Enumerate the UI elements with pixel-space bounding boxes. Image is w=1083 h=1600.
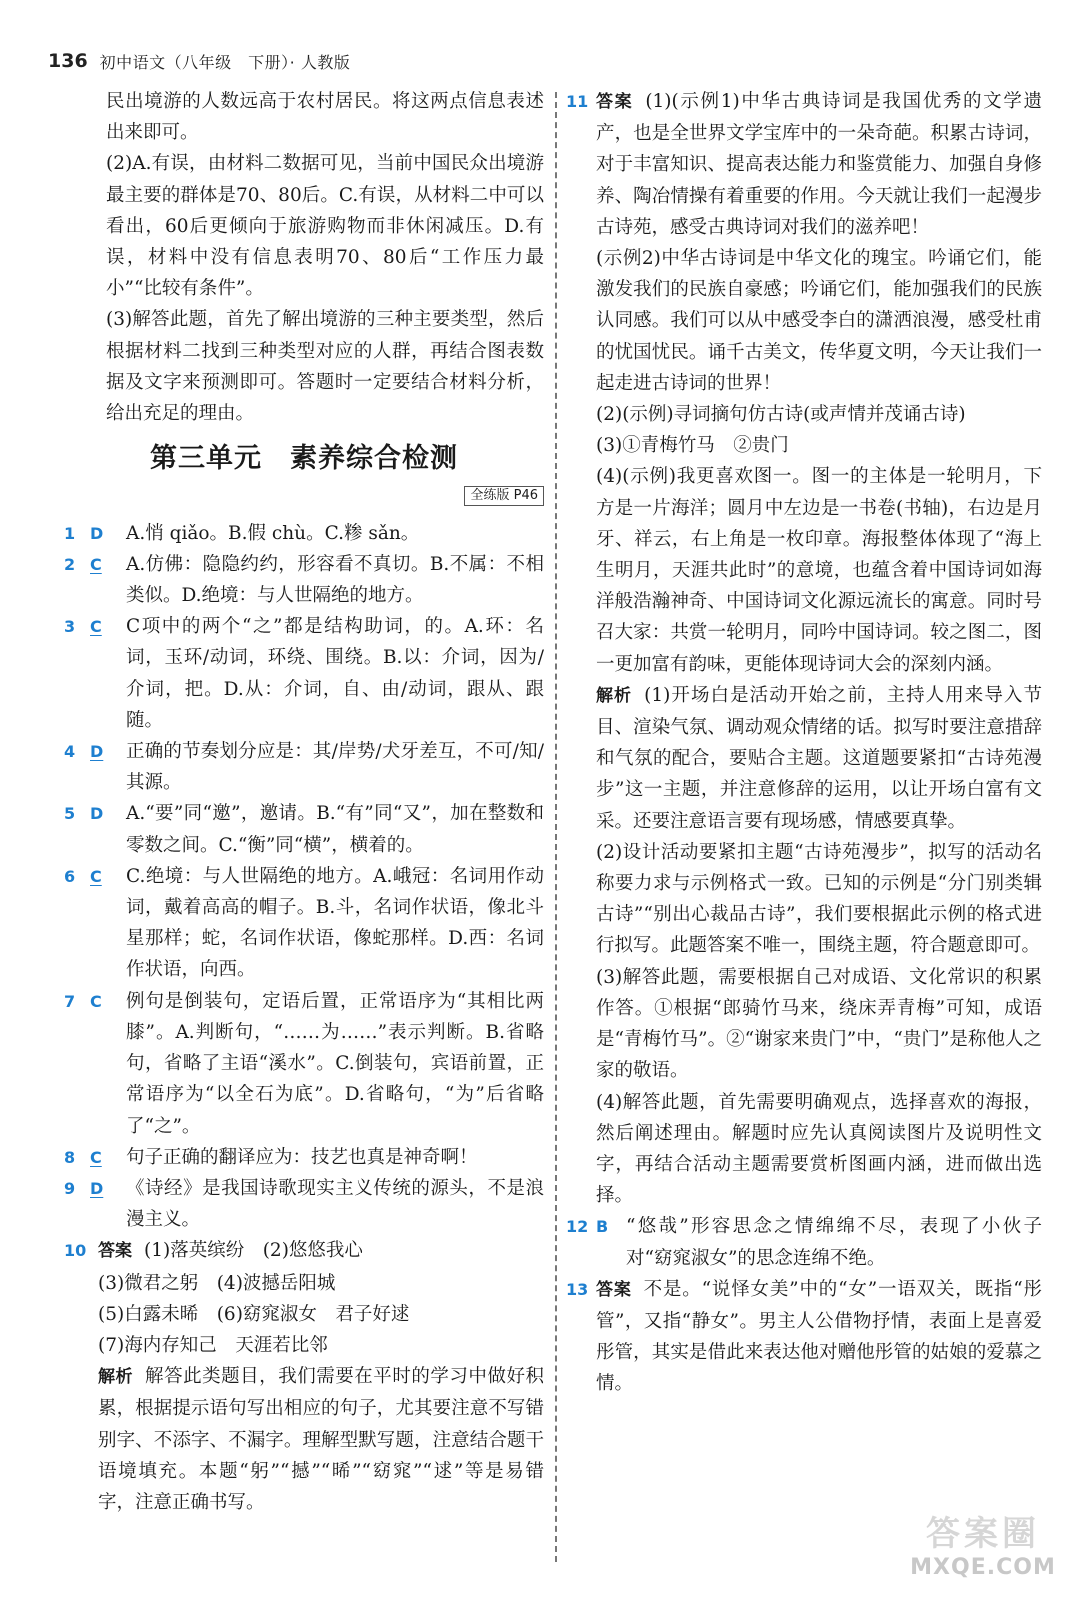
question-number: 9 (64, 1178, 76, 1198)
answer-text: 正确的节奏划分应是：其/岸势/犬牙差互，不可/知/其源。 (126, 741, 544, 794)
page-number: 136 (48, 50, 88, 72)
answer-letter: C (90, 617, 102, 637)
analysis-paragraph: (1)开场白是活动开始之前，主持人用来导入节目、渲染气氛、调动观众情绪的话。拟写时要注意措辞和气氛的配合，要贴合主题。这道题要紧扣“古诗苑漫步”这一主题，并注意修辞的运用，以让开场白富有文采。还要注意语言要有现场感，情感要真挚。 (596, 684, 1042, 832)
answer-item-12 (566, 1211, 1042, 1273)
answer-letter: B (596, 1217, 609, 1237)
watermark-top: 答案圈 (926, 1514, 1040, 1554)
question-number: 11 (566, 92, 589, 111)
answer-line: (5)白露未晞 (6)窈窕淑女 君子好逑 (98, 1303, 410, 1325)
cont-line: 民出境游的人数远高于农村居民。将这两点信息表述出来即可。 (106, 91, 544, 144)
answer-item-13 (566, 1274, 1042, 1400)
answer-letter: C (90, 866, 102, 886)
reference-badge: 全练版 P46 (464, 486, 544, 506)
answer-tag: 答案 (98, 1241, 132, 1262)
answer-line: (3)微君之躬 (4)波撼岳阳城 (98, 1272, 336, 1294)
book-title: 初中语文（八年级 下册）· 人教版 (99, 52, 351, 72)
analysis-tag: 解析 (98, 1367, 134, 1388)
answer-text: A.“要”同“邀”，邀请。B.“有”同“又”，加在整数和零数之间。C.“衡”同“横”，横着的。 (126, 803, 544, 856)
cont-line: (2)A.有误，由材料二数据可见，当前中国民众出境游最主要的群体是70、80后。C.有误，从材料二中可以看出，60后更倾向于旅游购物而非休闲减压。D.有误，材料中没有信息表明70、80后“工作压力最小”“比较有条件”。 (106, 153, 544, 300)
answer-item-11 (566, 86, 1042, 1211)
answer-letter: D (90, 742, 104, 762)
column-divider (555, 92, 557, 1562)
watermark-bottom: MXQE.COM (910, 1555, 1056, 1580)
answer-letter: C (90, 991, 102, 1011)
answer-item (64, 611, 544, 736)
answer-paragraph: (2)(示例)寻词摘句仿古诗(或声情并茂诵古诗) (596, 404, 966, 426)
answer-item (64, 798, 544, 860)
answer-paragraph: (1)(示例1)中华古典诗词是我国优秀的文学遗产，也是全世界文学宝库中的一朵奇葩。积累古诗词，对于丰富知识、提高表达能力和鉴赏能力、加强自身修养、陶冶情操有着重要的作用。今天就让我们一起漫步古诗苑，感受古典诗词对我们的滋养吧！ (596, 91, 1042, 238)
question-number: 13 (566, 1279, 589, 1299)
page-header (48, 44, 350, 78)
answer-text: 不是。“说怿女美”中的“女”一语双关，既指“彤管”，又指“静女”。男主人公借物抒情，表面上是喜爱彤管，其实是借此来表达他对赠他彤管的姑娘的爱慕之情。 (596, 1278, 1043, 1395)
question-number: 6 (64, 866, 76, 886)
answer-tag: 答案 (596, 92, 634, 112)
left-column (64, 86, 544, 1518)
answer-line: (7)海内存知己 天涯若比邻 (98, 1334, 328, 1356)
question-number: 4 (64, 742, 76, 762)
answer-letter: D (90, 804, 104, 824)
answer-text: C项中的两个“之”都是结构助词，的。A.环：名词，玉环/动词，环绕、围绕。B.以：介词，因为/介词，把。D.从：介词，自、由/动词，跟从、跟随。 (126, 616, 544, 731)
answer-text: “悠哉”形容思念之情绵绵不尽，表现了小伙子对“窈窕淑女”的思念连绵不绝。 (626, 1216, 1042, 1269)
question-number: 10 (64, 1241, 87, 1261)
analysis-tag: 解析 (596, 685, 633, 706)
answer-tag: 答案 (596, 1279, 632, 1300)
question-number: 1 (64, 523, 76, 543)
answer-item (64, 986, 544, 1142)
answer-item-10 (64, 1235, 544, 1518)
question-number: 8 (64, 1147, 76, 1167)
answer-item (64, 736, 544, 798)
answer-item (64, 518, 544, 549)
analysis-paragraph: (4)解答此题，首先需要明确观点，选择喜欢的海报，然后阐述理由。解题时应先认真阅读图片及说明性文字，再结合活动主题需要赏析图画内涵，进而做出选择。 (596, 1091, 1042, 1207)
question-number: 5 (64, 804, 76, 824)
answer-text: A.仿佛：隐隐约约，形容看不真切。B.不属：不相类似。D.绝境：与人世隔绝的地方。 (126, 553, 544, 607)
answer-paragraph: (示例2)中华古诗词是中华文化的瑰宝。吟诵它们，能激发我们的民族自豪感；吟诵它们，能加强我们的民族认同感。我们可以从中感受李白的潇洒浪漫，感受杜甫的忧国忧民。诵千古美文，传华夏文明，今天让我们一起走进古诗词的世界！ (596, 248, 1042, 394)
answer-text: 《诗经》是我国诗歌现实主义传统的源头，不是浪漫主义。 (126, 1177, 544, 1231)
watermark-logo (903, 1506, 1063, 1586)
answer-letter: D (90, 523, 104, 543)
answer-text: A.悄 qiǎo。B.假 chù。C.糁 sǎn。 (126, 522, 420, 544)
answer-letter: C (90, 554, 102, 574)
analysis-paragraph: (3)解答此题，需要根据自己对成语、文化常识的积累作答。①根据“郎骑竹马来，绕床弄青梅”可知，成语是“青梅竹马”。②“谢家来贵门”中，“贵门”是称他人之家的敬语。 (596, 966, 1042, 1082)
analysis-text: 解答此类题目，我们需要在平时的学习中做好积累，根据提示语句写出相应的句子，尤其要注意不写错别字、不添字、不漏字。理解型默写题，注意结合题干语境填充。本题“躬”“撼”“晞”“窈窕”“逑”等是易错字，注意正确书写。 (98, 1366, 544, 1513)
analysis-paragraph: (2)设计活动要紧扣主题“古诗苑漫步”，拟写的活动名称要力求与示例格式一致。已知的示例是“分门别类辑古诗”“别出心裁品古诗”，我们要根据此示例的格式进行拟写。此题答案不唯一，围绕主题，符合题意即可。 (596, 841, 1042, 957)
answer-text: 例句是倒装句，定语后置，正常语序为“其相比两膝”。A.判断句，“……为……”表示判断。B.省略句，省略了主语“溪水”。C.倒装句，宾语前置，正常语序为“以全石为底”。D.省略句，“为”后省略了“之”。 (126, 990, 544, 1137)
answer-paragraph: (4)(示例)我更喜欢图一。图一的主体是一轮明月，下方是一片海洋；圆月中左边是一书卷(书轴)，右边是月牙、祥云，右上角是一枚印章。海报整体体现了“海上生明月，天涯共此时”的意境，也蕴含着中国诗词如海洋般浩瀚神奇、中国诗词文化源远流长的寓意。同时号召大家：共赏一轮明月，同吟中国诗词。较之图二，图一更加富有韵味，更能体现诗词大会的深刻内涵。 (596, 466, 1042, 675)
unit-title: 第三单元 素养综合检测 (150, 443, 458, 475)
answer-letter: C (90, 1147, 102, 1167)
answer-letter: D (90, 1178, 104, 1198)
answer-item (64, 549, 544, 611)
right-column (566, 86, 1042, 1400)
question-number: 3 (64, 617, 76, 637)
answer-item (64, 1173, 544, 1235)
answer-text: C.绝境：与人世隔绝的地方。A.峨冠：名词用作动词，戴着高高的帽子。B.斗，名词作状语，像北斗星那样；蛇，名词作状语，像蛇那样。D.西：名词作状语，向西。 (126, 865, 544, 981)
answer-paragraph: (3)①青梅竹马 ②贵门 (596, 435, 789, 457)
answer-item (64, 1142, 544, 1173)
answer-item (64, 861, 544, 986)
answer-line: (1)落英缤纷 (2)悠悠我心 (144, 1240, 363, 1262)
question-number: 2 (64, 554, 76, 574)
question-number: 7 (64, 991, 76, 1011)
cont-line: (3)解答此题，首先了解出境游的三种主要类型，然后根据材料二找到三种类型对应的人群，再结合图表数据及文字来预测即可。答题时一定要结合材料分析，给出充足的理由。 (106, 309, 544, 425)
answer-text: 句子正确的翻译应为：技艺也真是神奇啊！ (126, 1146, 478, 1168)
question-number: 12 (566, 1217, 589, 1237)
